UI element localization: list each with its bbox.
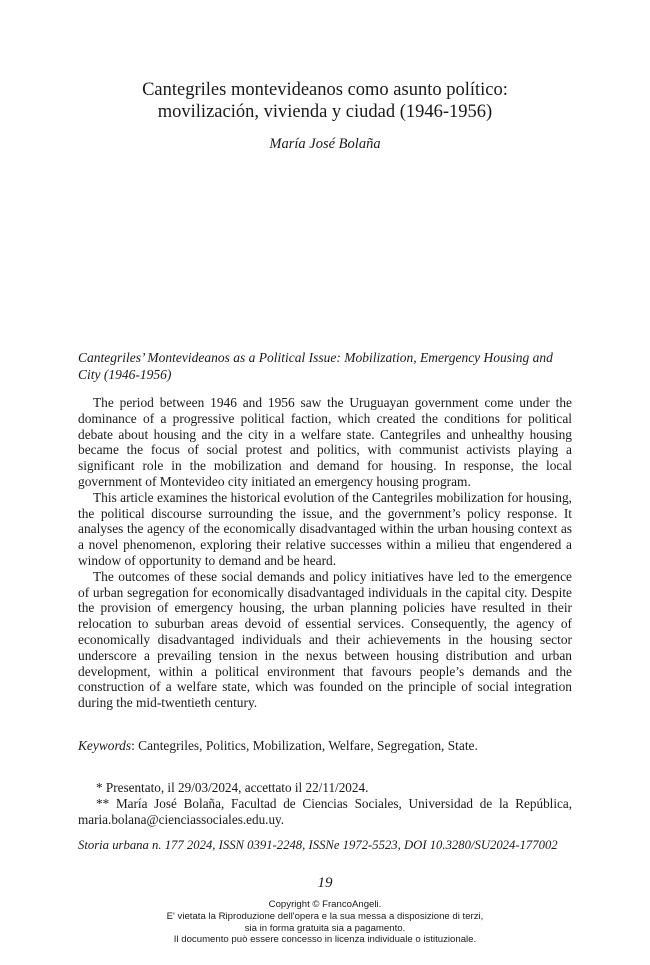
english-title: Cantegriles’ Montevideanos as a Political Issue: Mobilization, Emergency Housing and City (1946-1956) [78,350,553,382]
copyright-line-4: Il documento può essere concesso in licenza individuale o istituzionale. [173,934,477,946]
copyright-notice [0,899,650,946]
article-title [0,79,650,123]
keywords [78,738,572,754]
journal-citation: Storia urbana n. 177 2024, ISSN 0391-2248, ISSNe 1972-5523, DOI 10.3280/SU2024-177002 [78,838,558,852]
author-name: María José Bolaña [269,136,381,152]
abstract [78,395,572,711]
footnote-author-affiliation: ** María José Bolaña, Facultad de Ciencias Sociales, Universidad de la República, maria.bolana@cienciassociales.edu.uy. [78,796,572,827]
abstract-paragraph-3: The outcomes of these social demands and policy initiatives have led to the emergence of urban segregation for economically disadvantaged individuals in the capital city. Despite the provision of emergency housing, the urban planning policies have resulted in their relocation to suburban areas devoid of essential services. Consequently, the agency of economically disadvantaged individuals and their achievements in the housing sector underscore a prevailing tension in the nexus between housing distribution and urban development, within a political environment that favours people’s demands and the construction of a welfare state, which was founded on the principle of social integration during the mid-twentieth century. [78,568,572,711]
copyright-line-2: E' vietata la Riproduzione dell'opera e la sua messa a disposizione di terzi, [166,910,484,922]
abstract-paragraph-2: This article examines the historical evolution of the Cantegriles mobilization for housing, the political discourse surrounding the issue, and the government’s policy response. It analyses the agency of the economically disadvantaged within the urban housing context as a novel phenomenon, exploring their relative successes within a milieu that engendered a window of opportunity to demand and be heard. [78,489,572,568]
copyright-line-3: sia in forma gratuita sia a pagamento. [244,922,406,934]
abstract-paragraph-1: The period between 1946 and 1956 saw the Uruguayan government come under the dominance of a progressive political faction, which created the conditions for political debate about housing and the city in a welfare state. Cantegriles and unhealthy housing became the focus of social protest and politics, with communist activists playing a significant role in the mobilization and demand for housing. In response, the local government of Montevideo city initiated an emergency housing program. [78,395,572,489]
article-title-line-2: movilización, vivienda y ciudad (1946-1956) [157,102,493,122]
keywords-list: : Cantegriles, Politics, Mobilization, Welfare, Segregation, State. [131,738,478,753]
keywords-label: Keywords [78,738,132,753]
article-title-line-1: Cantegriles montevideanos como asunto político: [142,80,508,100]
footnotes [78,780,572,828]
copyright-line-1: Copyright © FrancoAngeli. [268,899,382,910]
footnote-submission: * Presentato, il 29/03/2024, accettato il 22/11/2024. [96,780,369,795]
page-number: 19 [317,875,333,891]
